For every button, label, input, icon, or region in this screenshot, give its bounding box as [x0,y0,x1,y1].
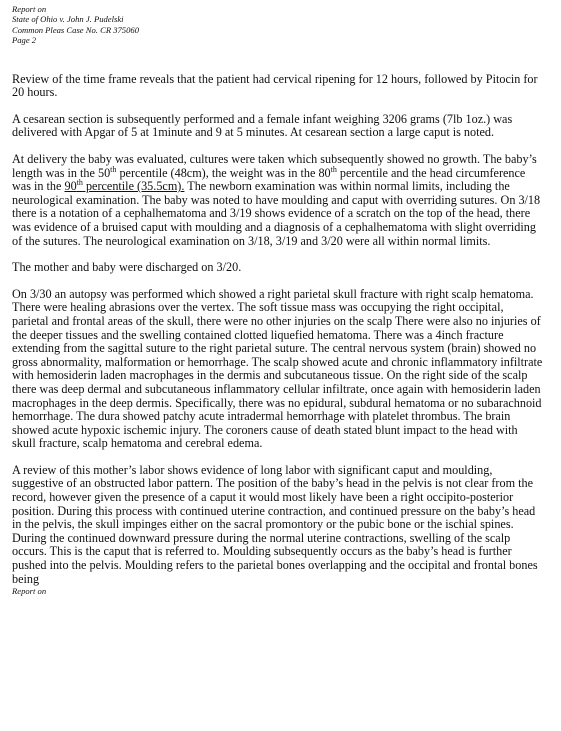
running-footer [12,586,543,596]
paragraph-delivery-evaluation [12,153,543,248]
underlined-text [64,179,184,193]
running-header [12,4,543,46]
text-run: percentile and the head circumference was in the [12,165,526,194]
paragraph-labor-review: A review of this mother’s labor shows evidence of long labor with significant caput and moulding, suggestive of an obstructed labor pattern. The position of the baby’s head in the pelvis is not clear from the record, however given the presence of a caput it would most likely have been a right occipito-posterior position. During this process with continued uterine contraction, and continued pressure on the baby’s head in the pelvis, the skull impinges either on the sacral promontory or the pubic bone or the ischial spines. During the continued downward pressure during the normal uterine contractions, swelling of the scalp occurs. This is the caput that is referred to. Moulding subsequently occurs as the baby’s head is further pushed into the pelvis. Moulding refers to the parietal bones overlapping and the occipital and frontal bones being [12,462,538,586]
header-line-case-number: Common Pleas Case No. CR 375060 [12,24,139,35]
text-run: percentile (35.5cm). [82,179,185,194]
header-line-case-title: State of Ohio v. John J. Pudelski [12,14,124,25]
paragraph-cesarean-section: A cesarean section is subsequently performed and a female infant weighing 3206 grams (7lb 1oz.) was delivered with Apgar of 5 at 1minute and 9 at 5 minutes. At cesarean section a large caput is noted. [12,111,513,140]
report-body [12,73,543,587]
text-run: At delivery the baby was evaluated, cultures were taken which subsequently showed no growth. The baby’s length was in the 50 [12,152,537,180]
footer-line-report-on: Report on [12,586,47,597]
text-run: 90 [64,179,77,194]
superscript: th [110,164,117,174]
superscript: th [330,164,337,174]
text-run: percentile (48cm), the weight was in the 80 [116,165,331,180]
text-run: The newborn examination was within normal limits, including the neurological examination. The baby was noted to have moulding and caput with overriding sutures. On 3/18 there is a notation of a cephalhematoma and 3/19 shows evidence of a scratch on the top of the head, there was evidence of a bruised caput with moulding and a diagnosis of a cephalhematoma with slight overriding of the sutures. The neurological examination on 3/18, 3/19 and 3/20 were all within normal limits. [12,179,541,248]
superscript: th [76,178,83,188]
header-line-report-on: Report on [12,4,47,14]
paragraph-autopsy: On 3/30 an autopsy was performed which showed a right parietal skull fracture with right scalp hematoma. There were healing abrasions over the vertex. The soft tissue mass was occupying the right occipital, parietal and frontal areas of the skull, there were no other injuries on the scalp There were also no injuries of the deeper tissues and the swelling contained clotted liquefied hematoma. There was a 4inch fracture extending from the sagittal suture to the right parietal suture. The central nervous system (brain) showed no gross abnormality, malformation or hemorrhage. The scalp showed acute and chronic inflammatory infiltrate with hemosiderin laden macrophages in the dermis and subcutaneous tissue. On the right side of the scalp there was deep dermal and subcutaneous inflammatory cellular infiltrate, once again with hemosiderin laden macrophages in the deep dermis. Specifically, there was no epidural, subdural hematoma or no subarachnoid hemorrhage. The dura showed patchy acute intradermal hemorrhage with platelet thrombus. The brain showed acute hypoxic ischemic injury. The coroners cause of death stated blunt impact to the head with skull fracture, scalp hematoma and cerebral edema. [12,286,543,451]
header-line-page-number: Page 2 [12,35,37,46]
paragraph-time-frame: Review of the time frame reveals that the patient had cervical ripening for 12 hours, followed by Pitocin for 20 hours. [12,71,538,100]
paragraph-discharge: The mother and baby were discharged on 3/20. [12,260,242,275]
